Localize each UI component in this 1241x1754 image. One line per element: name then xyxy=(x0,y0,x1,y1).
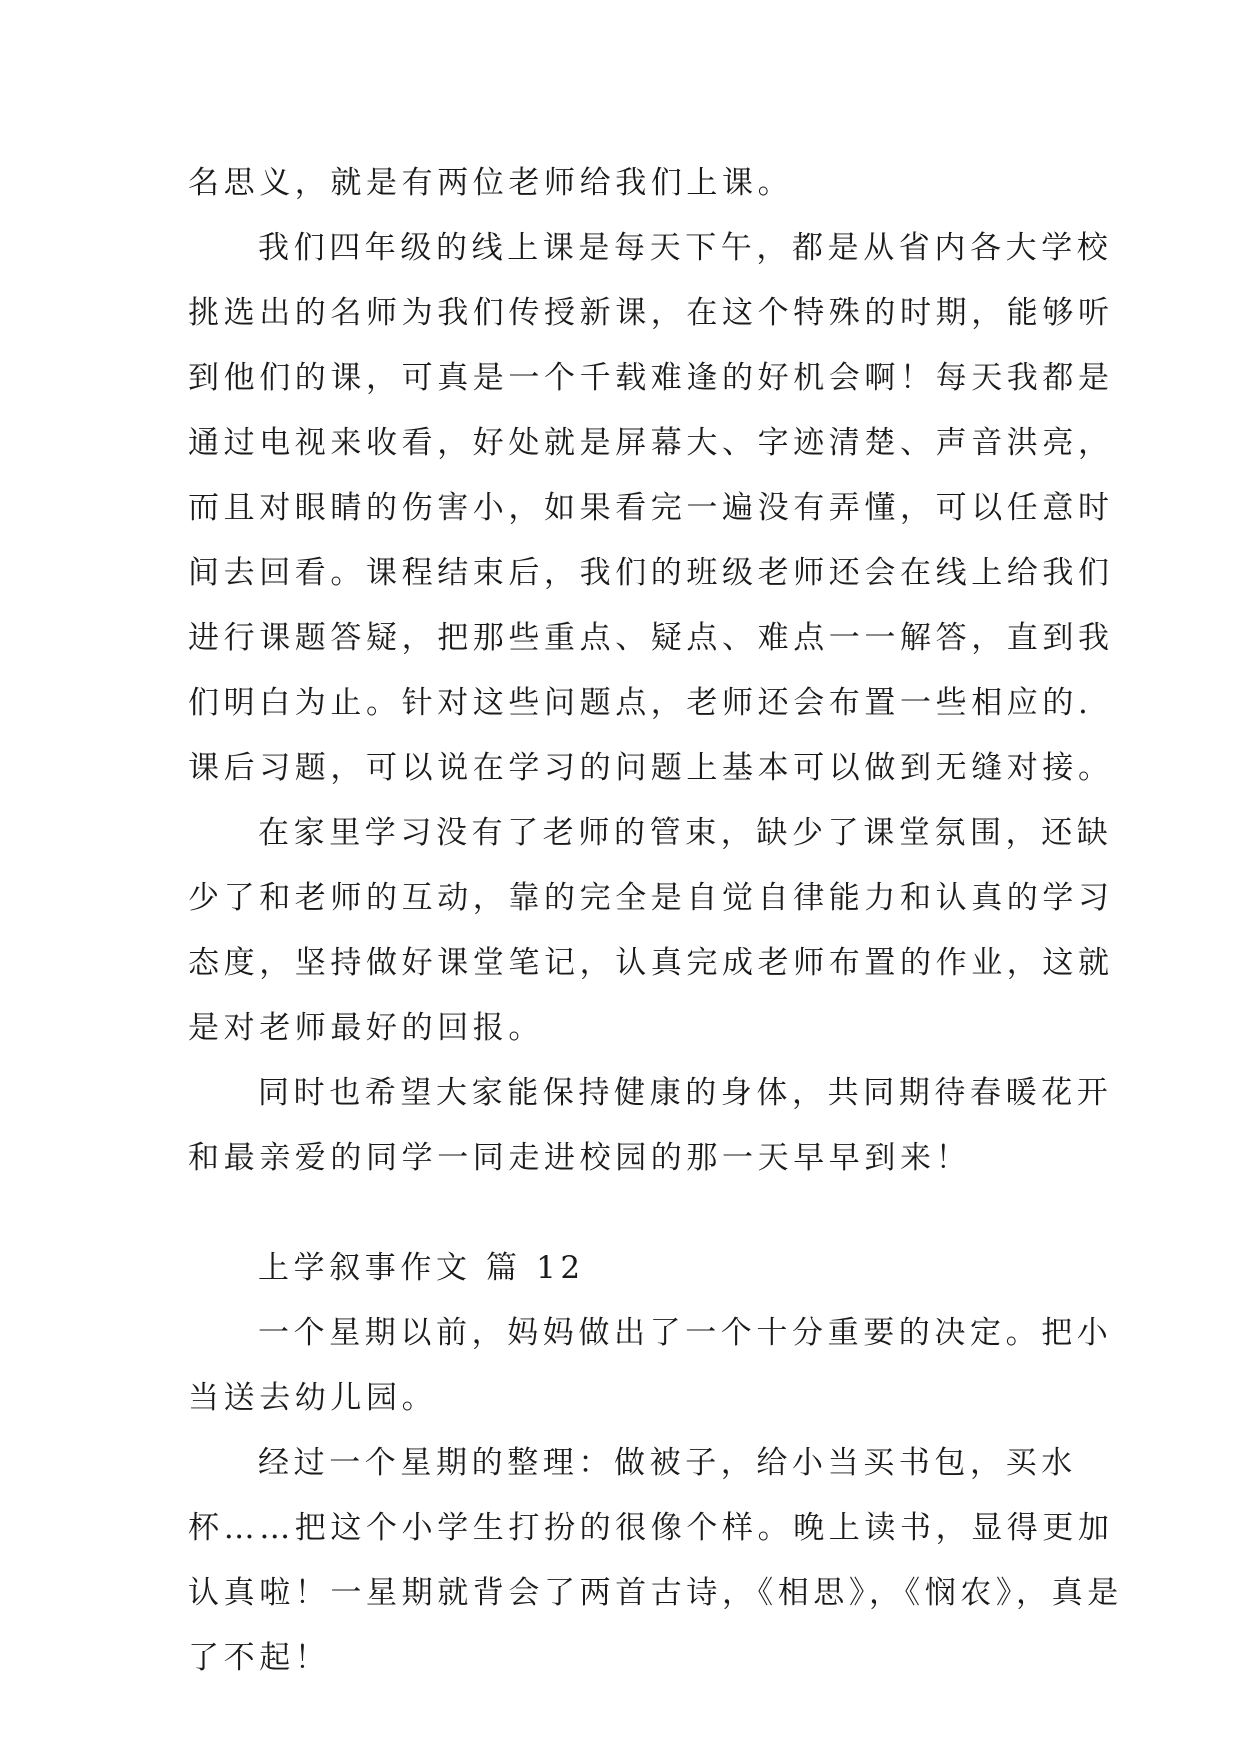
paragraph-start: 我们四年级的线上课是每天下午，都是从省内各大学校 xyxy=(258,230,1113,266)
text-line: 课后习题，可以说在学习的问题上基本可以做到无缝对接。 xyxy=(188,750,1114,786)
text-line: 挑选出的名师为我们传授新课，在这个特殊的时期，能够听 xyxy=(188,295,1114,331)
text-line: 间去回看。课程结束后，我们的班级老师还会在线上给我们 xyxy=(188,555,1114,591)
text-line: 认真啦！一星期就背会了两首古诗，《相思》，《悯农》，真是 xyxy=(188,1575,1123,1611)
text-line: 们明白为止。针对这些问题点，老师还会布置一些相应的. xyxy=(188,685,1093,721)
text-line: 进行课题答疑，把那些重点、疑点、难点一一解答，直到我 xyxy=(188,620,1114,656)
paragraph-start: 在家里学习没有了老师的管束，缺少了课堂氛围，还缺 xyxy=(258,815,1113,851)
paragraph-start: 经过一个星期的整理：做被子，给小当买书包，买水 xyxy=(258,1445,1077,1481)
text-line: 杯……把这个小学生打扮的很像个样。晚上读书，显得更加 xyxy=(188,1510,1114,1546)
text-line: 少了和老师的互动，靠的完全是自觉自律能力和认真的学习 xyxy=(188,880,1114,916)
text-line: 了不起！ xyxy=(188,1640,331,1676)
text-line: 和最亲爱的同学一同走进校园的那一天早早到来！ xyxy=(188,1140,972,1176)
text-line: 到他们的课，可真是一个千载难逢的好机会啊！每天我都是 xyxy=(188,360,1114,396)
text-line: 而且对眼睛的伤害小，如果看完一遍没有弄懂，可以任意时 xyxy=(188,490,1114,526)
text-line: 态度，坚持做好课堂笔记，认真完成老师布置的作业，这就 xyxy=(188,945,1114,981)
paragraph-start: 同时也希望大家能保持健康的身体，共同期待春暖花开 xyxy=(258,1075,1113,1111)
text-line: 名思义，就是有两位老师给我们上课。 xyxy=(188,165,794,201)
paragraph-start: 一个星期以前，妈妈做出了一个十分重要的决定。把小 xyxy=(258,1315,1113,1351)
text-line: 通过电视来收看，好处就是屏幕大、字迹清楚、声音洪亮， xyxy=(188,425,1114,461)
text-line: 是对老师最好的回报。 xyxy=(188,1010,544,1046)
section-heading: 上学叙事作文 篇 12 xyxy=(258,1250,585,1286)
text-line: 当送去幼儿园。 xyxy=(188,1380,438,1416)
